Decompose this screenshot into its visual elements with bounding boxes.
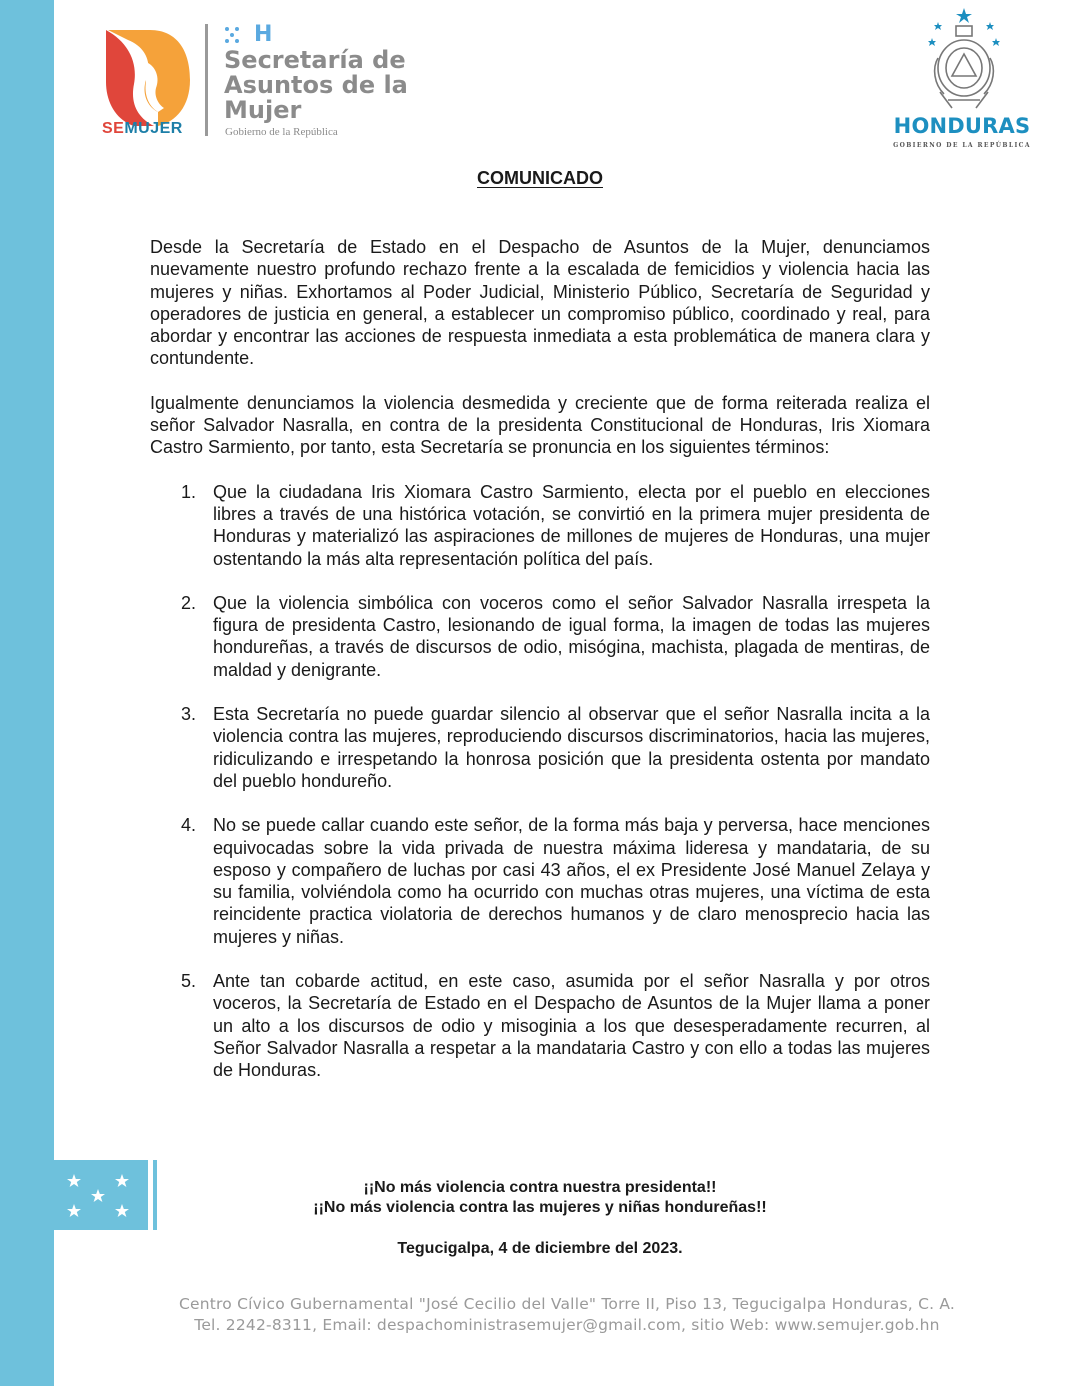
secretaria-mark-letter: H	[254, 22, 273, 47]
secretaria-title-line1: Secretaría de	[224, 46, 406, 74]
semujer-word-mujer: MUJER	[124, 120, 183, 137]
list-item	[150, 703, 930, 792]
semujer-wordmark	[102, 120, 183, 138]
place-date: Tegucigalpa, 4 de diciembre del 2023.	[397, 1240, 683, 1257]
secretaria-title	[224, 48, 464, 123]
secretaria-subtitle: Gobierno de la República	[225, 126, 338, 138]
footer-address: Centro Cívico Gubernamental "José Cecilio del Valle" Torre II, Piso 13, Tegucigalpa Honduras, C. A.	[179, 1295, 955, 1313]
logo-divider	[205, 24, 208, 136]
list-item-text: Esta Secretaría no puede guardar silencio al observar que el señor Nasralla incita a la violencia contra las mujeres, reproduciendo discursos discriminatorios, hacia las mujeres, ridiculizando e irrespetando la honrosa posición que la presidenta ostenta por mandato del pueblo hondureño.	[213, 704, 930, 791]
list-item-number: 3.	[181, 704, 197, 725]
list-item	[150, 970, 930, 1081]
dots-mark-icon	[224, 25, 254, 45]
secretaria-title-line2: Asuntos de la	[224, 71, 408, 99]
paragraph-1: Desde la Secretaría de Estado en el Despacho de Asuntos de la Mujer, denunciamos nuevamente nuestro profundo rechazo frente a la escalada de femicidios y violencia hacia las mujeres y niñas. Exhortamos al Poder Judicial, Ministerio Público, Secretaría de Seguridad y operadores de justicia en general, a establecer un compromiso público, coordinado y real, para abordar y encontrar las acciones de respuesta inmediata a esta problemática de manera clara y contundente.	[150, 237, 930, 369]
closing-slogan-2: ¡¡No más violencia contra las mujeres y niñas hondureñas!!	[313, 1199, 767, 1216]
list-item-number: 4.	[181, 815, 197, 836]
footer-contact: Tel. 2242-8311, Email: despachoministrasemujer@gmail.com, sitio Web: www.semujer.gob.hn	[194, 1316, 940, 1334]
secretaria-title-line3: Mujer	[224, 96, 302, 124]
semujer-word-se: SE	[102, 120, 125, 137]
list-item	[150, 814, 930, 948]
list-item-number: 2.	[181, 592, 197, 613]
closing-slogan-1: ¡¡No más violencia contra nuestra presidenta!!	[363, 1179, 717, 1196]
list-item-text: Ante tan cobarde actitud, en este caso, asumida por el señor Nasralla y por otros voceros, la Secretaría de Estado en el Despacho de Asuntos de la Mujer llama a poner un alto a los discursos de odio y misoginia a los que desesperadamente recurren, al Señor Salvador Nasralla a respetar a la mandataria Castro y con ello a todas las mujeres de Honduras.	[213, 971, 930, 1081]
paragraph-2: Igualmente denunciamos la violencia desmedida y creciente que de forma reiterada realiza el señor Salvador Nasralla, en contra de la presidenta Constitucional de Honduras, Iris Xiomara Castro Sarmiento, por tanto, esta Secretaría se pronuncia en los siguientes términos:	[150, 392, 930, 458]
honduras-wordmark: HONDURAS	[893, 114, 1031, 138]
list-item-number: 1.	[181, 481, 197, 502]
list-item-text: Que la violencia simbólica con voceros como el señor Salvador Nasralla irrespeta la figura de presidenta Castro, lesionando de igual forma, la imagen de todas las mujeres hondureñas, a través de discursos de odio, misógina, machista, plagada de mentiras, de maldad y denigrante.	[213, 592, 930, 680]
document-heading: COMUNICADO	[477, 168, 603, 188]
list-item-text: No se puede callar cuando este señor, de la forma más baja y perversa, hace menciones equivocadas sobre la vida privada de nuestra máxima lideresa y mandataria, de su esposo y compañero de luchas por casi 43 años, el ex Presidente José Manuel Zelaya y su familia, volviéndola como ha ocurrido con muchas otras mujeres, una víctima de esta reincidente practica violatoria de derechos humanos y de claro menosprecio hacia las mujeres y niñas.	[213, 815, 930, 947]
document-body	[150, 236, 930, 1104]
list-item-number: 5.	[181, 971, 197, 992]
coat-of-arms-icon	[918, 8, 1010, 118]
list-item	[150, 481, 930, 570]
numbered-list	[150, 481, 930, 1082]
list-item-text: Que la ciudadana Iris Xiomara Castro Sarmiento, electa por el pueblo en elecciones libres a través de una histórica votación, se convirtió en la primera mujer presidenta de Honduras y materializó las aspiraciones de millones de mujeres de Honduras, una mujer ostentando la más alta representación política del país.	[213, 481, 930, 569]
list-item	[150, 592, 930, 681]
honduras-subtitle: GOBIERNO DE LA REPÚBLICA	[893, 142, 1031, 149]
